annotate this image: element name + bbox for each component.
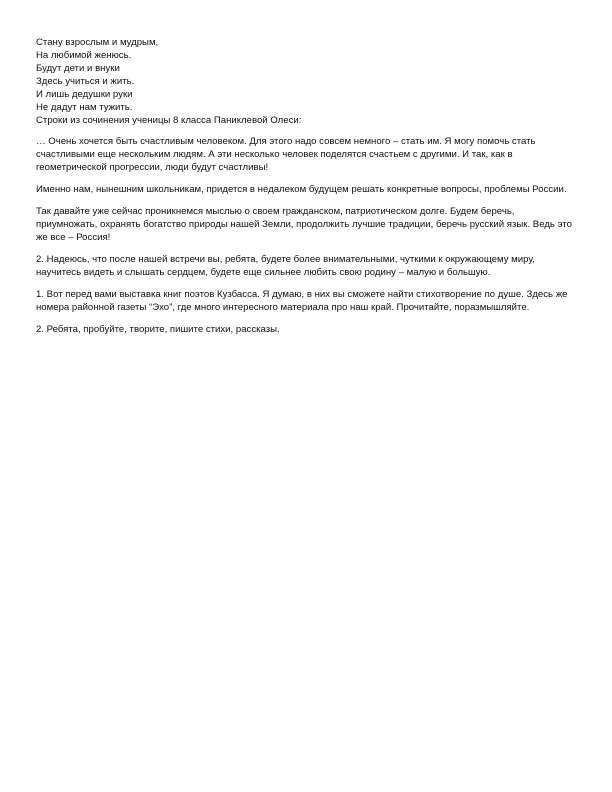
paragraph-book-exhibition: 1. Вот перед вами выставка книг поэтов Кузбасса. Я думаю, в них вы сможете найти стихотворение по душе. Здесь же номера районной газеты “Эхо”, где много интересного материала про наш край. Прочитайте, поразмышляйте. [36,289,568,313]
poem-line: Будут дети и внуки [36,63,120,74]
essay-caption: Строки из сочинения ученицы 8 класса Паниклевой Олеси: [36,115,302,126]
document-page [36,36,576,345]
poem-line: И лишь дедушки руки [36,89,133,100]
paragraph-hope: 2. Надеюсь, что после нашей встречи вы, ребята, будете более внимательными, чуткими к окружающему миру, научитесь видеть и слышать сердцем, будете еще сильнее любить свою родину – малую и большую. [36,254,535,278]
poem-line: Здесь учиться и жить. [36,76,135,87]
paragraph-write-poems: 2. Ребята, пробуйте, творите, пишите стихи, рассказы. [36,324,280,335]
poem [36,36,576,114]
poem-line: Не дадут нам тужить. [36,102,133,113]
poem-line: Стану взрослым и мудрым, [36,37,159,48]
paragraph-happiness: … Очень хочется быть счастливым человеком. Для этого надо совсем немного – стать им. Я могу помочь стать счастливыми еще нескольким людям. А эти несколько человек поделятся счастьем с другими. И так, как в геометрической прогрессии, люди будут счастливы! [36,136,536,173]
paragraph-schoolchildren: Именно нам, нынешним школьникам, придется в недалеком будущем решать конкретные вопросы, проблемы России. [36,184,567,195]
poem-line: На любимой женюсь. [36,50,132,61]
paragraph-patriotic-duty: Так давайте уже сейчас проникнемся мыслью о своем гражданском, патриотическом долге. Будем беречь, приумножать, охранять богатство природы нашей Земли, продолжить лучшие традиции, беречь русский язык. Ведь это же все – Россия! [36,206,572,243]
